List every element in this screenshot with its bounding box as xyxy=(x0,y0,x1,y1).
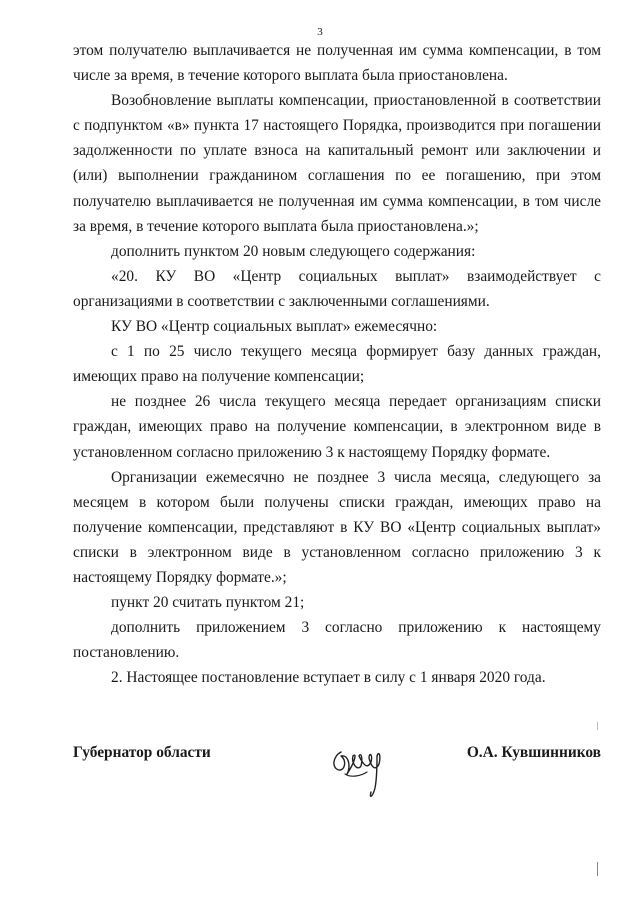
paragraph: пункт 20 считать пунктом 21; xyxy=(111,594,305,612)
paragraph: не позднее 26 числа текущего месяца передает организациям списки граждан, имеющих право на получение компенсации, в электронном виде в установленном согласно приложению 3 к настоящему Порядку формате. xyxy=(73,393,601,461)
paragraph: 2. Настоящее постановление вступает в силу с 1 января 2020 года. xyxy=(111,669,546,687)
paragraph: «20. КУ ВО «Центр социальных выплат» взаимодействует с организациями в соответствии с заключенными соглашениями. xyxy=(73,267,601,310)
signatory-title: Губернатор области xyxy=(73,744,211,761)
paragraph: этом получателю выплачивается не полученная им сумма компенсации, в том числе за время, в течение которого выплата была приостановлена. xyxy=(73,42,601,85)
signature-block xyxy=(73,744,601,834)
paragraph: Возобновление выплаты компенсации, приостановленной в соответствии с подпунктом «в» пункта 17 настоящего Порядка, производится при погашении задолженности по уплате взноса на капитальный ремонт или заключении и (или) выполнении гражданином соглашения по ее погашению, при этом получателю выплачивается не полученная им сумма компенсации, в том числе за время, в течение которого выплата была приостановлена.»; xyxy=(73,92,601,235)
paragraph: КУ ВО «Центр социальных выплат» ежемесячно: xyxy=(111,318,438,336)
paragraph: дополнить приложением 3 согласно приложению к настоящему постановлению. xyxy=(73,619,601,662)
paragraph: с 1 по 25 число текущего месяца формирует базу данных граждан, имеющих право на получение компенсации; xyxy=(73,343,601,386)
scan-edge-mark xyxy=(597,862,598,876)
paragraph: Организации ежемесячно не позднее 3 числа месяца, следующего за месяцем в котором были получены списки граждан, имеющих право на получение компенсации, представляют в КУ ВО «Центр социальных выплат» списки в электронном виде в установленном согласно приложению 3 к настоящему Порядку формате.»; xyxy=(73,468,601,586)
document-body xyxy=(73,38,601,690)
scan-edge-mark xyxy=(597,722,598,730)
paragraph: дополнить пунктом 20 новым следующего содержания: xyxy=(111,242,476,260)
page-number: 3 xyxy=(317,26,323,38)
signatory-name: О.А. Кувшинников xyxy=(466,744,601,761)
handwritten-signature xyxy=(327,734,397,814)
